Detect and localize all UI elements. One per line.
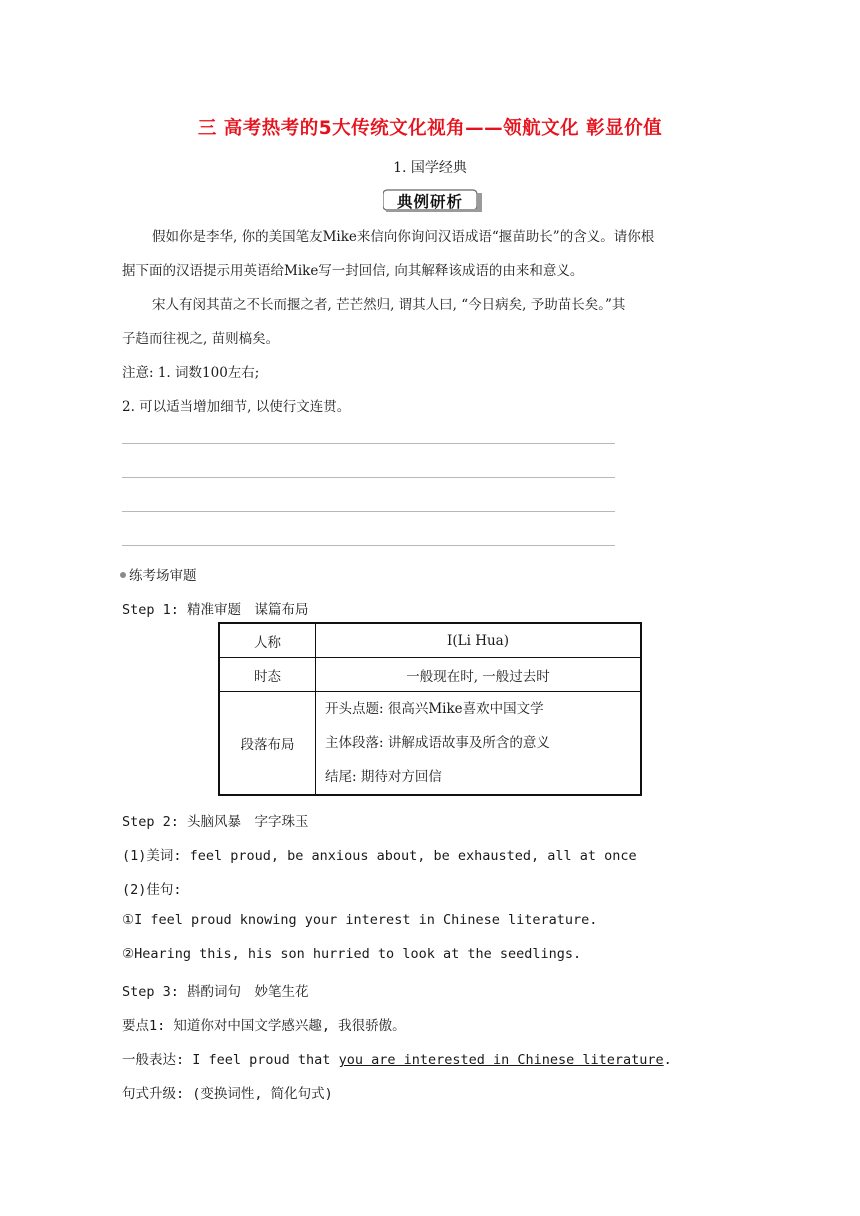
prompt-para1-line2: 据下面的汉语提示用英语给Mike写一封回信, 向其解释该成语的由来和意义。 <box>122 263 584 279</box>
prompt-para1-line1: 假如你是李华, 你的美国笔友Mike来信向你询问汉语成语“揠苗助长”的含义。请你根 <box>152 229 655 245</box>
sentence-1: ①I feel proud knowing your interest in Chinese literature. <box>122 912 598 928</box>
table-row <box>219 692 641 796</box>
table-row <box>219 623 641 658</box>
practice-heading <box>120 564 197 584</box>
answer-line <box>122 545 615 546</box>
practice-heading-label: 练考场审题 <box>129 568 197 584</box>
prompt-para2-line2: 子趋而往视之, 苗则槁矣。 <box>122 331 280 347</box>
note-2: 2. 可以适当增加细节, 以使行文连贯。 <box>122 399 351 415</box>
step-3: Step 3: 斟酌词句 妙笔生花 <box>122 984 309 1000</box>
layout-item: 结尾: 期待对方回信 <box>325 769 442 785</box>
section-subtitle: 1. 国学经典 <box>393 160 467 176</box>
step-1: Step 1: 精准审题 谋篇布局 <box>122 602 309 618</box>
sentences-label: (2)佳句: <box>122 882 182 898</box>
example-banner <box>383 189 483 213</box>
prompt-para2-line1: 宋人有闵其苗之不长而揠之者, 芒芒然归, 谓其人曰, “今日病矣, 予助苗长矣。”其 <box>152 297 626 313</box>
table-cell-label: 段落布局 <box>219 692 316 796</box>
banner-label: 典例研析 <box>396 193 463 211</box>
table-cell-layout <box>316 692 642 796</box>
layout-item: 主体段落: 讲解成语故事及所含的意义 <box>325 735 550 751</box>
bullet-dot-icon <box>120 572 126 578</box>
sentence-2: ②Hearing this, his son hurried to look at the seedlings. <box>122 946 582 962</box>
general-suffix: . <box>663 1052 672 1068</box>
step-2: Step 2: 头脑风暴 字字珠玉 <box>122 814 309 830</box>
table-row <box>219 658 641 692</box>
vocab-words: (1)美词: feel proud, be anxious about, be exhausted, all at once <box>122 848 637 864</box>
table-cell-label: 人称 <box>219 623 316 658</box>
general-expression <box>122 1048 672 1068</box>
planning-table <box>218 622 642 796</box>
point-1: 要点1: 知道你对中国文学感兴趣, 我很骄傲。 <box>122 1018 406 1034</box>
answer-line <box>122 477 615 478</box>
note-1: 注意: 1. 词数100左右; <box>122 365 260 381</box>
table-cell-value: I(Li Hua) <box>316 623 642 658</box>
layout-item: 开头点题: 很高兴Mike喜欢中国文学 <box>325 701 544 717</box>
sentence-upgrade: 句式升级: (变换词性, 简化句式) <box>122 1086 333 1102</box>
answer-line <box>122 443 615 444</box>
general-underlined: you are interested in Chinese literature <box>338 1052 664 1068</box>
table-cell-value: 一般现在时, 一般过去时 <box>316 658 642 692</box>
general-prefix: 一般表达: I feel proud that <box>122 1052 339 1068</box>
answer-line <box>122 511 615 512</box>
table-cell-label: 时态 <box>219 658 316 692</box>
section-title: 三 高考热考的5大传统文化视角——领航文化 彰显价值 <box>197 118 663 139</box>
